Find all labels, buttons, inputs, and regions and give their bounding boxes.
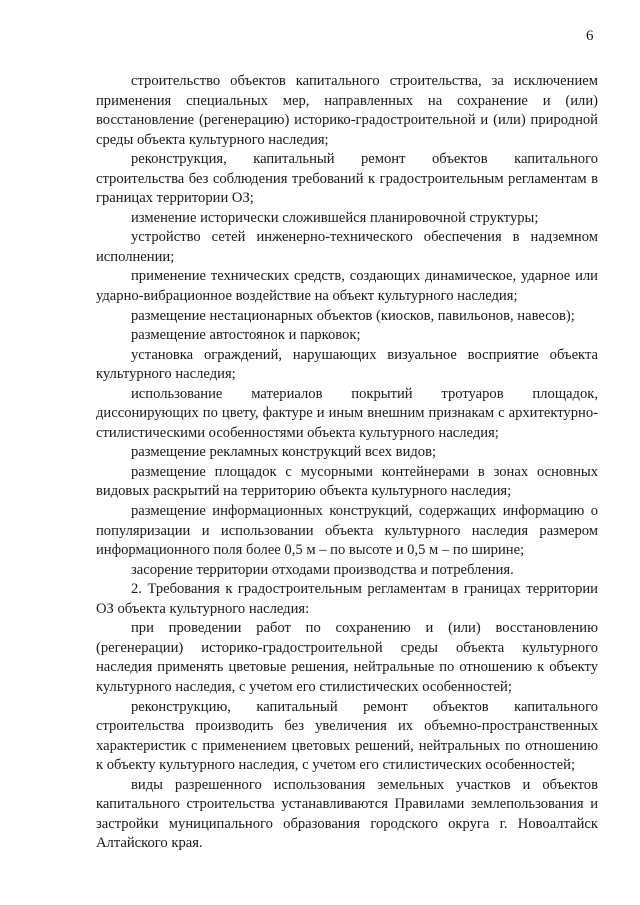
paragraph-prohibition-waste-containers: размещение площадок с мусорными контейнерами в зонах основных видовых раскрытий на территорию объекта культурного наследия; (96, 463, 598, 500)
paragraph-requirement-color-solutions: при проведении работ по сохранению и (или) восстановлению (регенерации) историко-градостроительной среды объекта культурного наследия применять цветовые решения, нейтральные по отношению к объекту культурного наследия, с учетом его стилистических особенностей; (96, 620, 598, 695)
paragraph-section-2-heading: 2. Требования к градостроительным регламентам в границах территории ОЗ объекта культурного наследия: (96, 581, 598, 617)
paragraph-prohibition-info-structures: размещение информационных конструкций, содержащих информацию о популяризации и использовании объекта культурного наследия размером информационного поля более 0,5 м – по высоте и 0,5 м – по ширине; (96, 503, 598, 559)
paragraph-prohibition-reconstruction: реконструкция, капитальный ремонт объектов капитального строительства без соблюдения требований к градостроительным регламентам в границах территории ОЗ; (96, 151, 598, 207)
paragraph-prohibition-parking: размещение автостоянок и парковок; (131, 327, 361, 344)
paragraph-requirement-land-use: виды разрешенного использования земельных участков и объектов капитального строительства устанавливаются Правилами землепользования и застройки муниципального образования городского округа г. Новоалтайск Алтайского края. (96, 776, 598, 852)
paragraph-prohibition-pavement-materials: использование материалов покрытий тротуаров площадок, диссонирующих по цвету, фактуре и иным внешним признакам с архитектурно-стилистическими особенностями объекта культурного наследия; (96, 385, 598, 441)
paragraph-prohibition-kiosks: размещение нестационарных объектов (киосков, павильонов, навесов); (131, 307, 575, 324)
paragraph-prohibition-construction: строительство объектов капитального строительства, за исключением применения специальных мер, направленных на сохранение и (или) восстановление (регенерацию) историко-градостроительной и (или) природной среды объекта культурного наследия; (96, 73, 598, 148)
paragraph-prohibition-advertising: размещение рекламных конструкций всех видов; (131, 444, 437, 461)
paragraph-prohibition-above-ground-networks: устройство сетей инженерно-технического обеспечения в надземном исполнении; (96, 229, 598, 265)
paragraph-requirement-reconstruction: реконструкцию, капитальный ремонт объектов капитального строительства производить без увеличения их объемно-пространственных характеристик с применением цветовых решений, нейтральных по отношению к объекту культурного наследия, с учетом его стилистических особенностей; (96, 698, 598, 774)
document-body (96, 72, 598, 854)
paragraph-prohibition-planning-structure: изменение исторически сложившейся планировочной структуры; (131, 209, 539, 226)
paragraph-prohibition-dynamic-impact: применение технических средств, создающих динамическое, ударное или ударно-вибрационное воздействие на объект культурного наследия; (96, 268, 598, 305)
paragraph-prohibition-fences: установка ограждений, нарушающих визуальное восприятие объекта культурного наследия; (96, 346, 598, 383)
paragraph-prohibition-littering: засорение территории отходами производства и потребления. (131, 561, 514, 578)
page-number: 6 (586, 28, 594, 44)
